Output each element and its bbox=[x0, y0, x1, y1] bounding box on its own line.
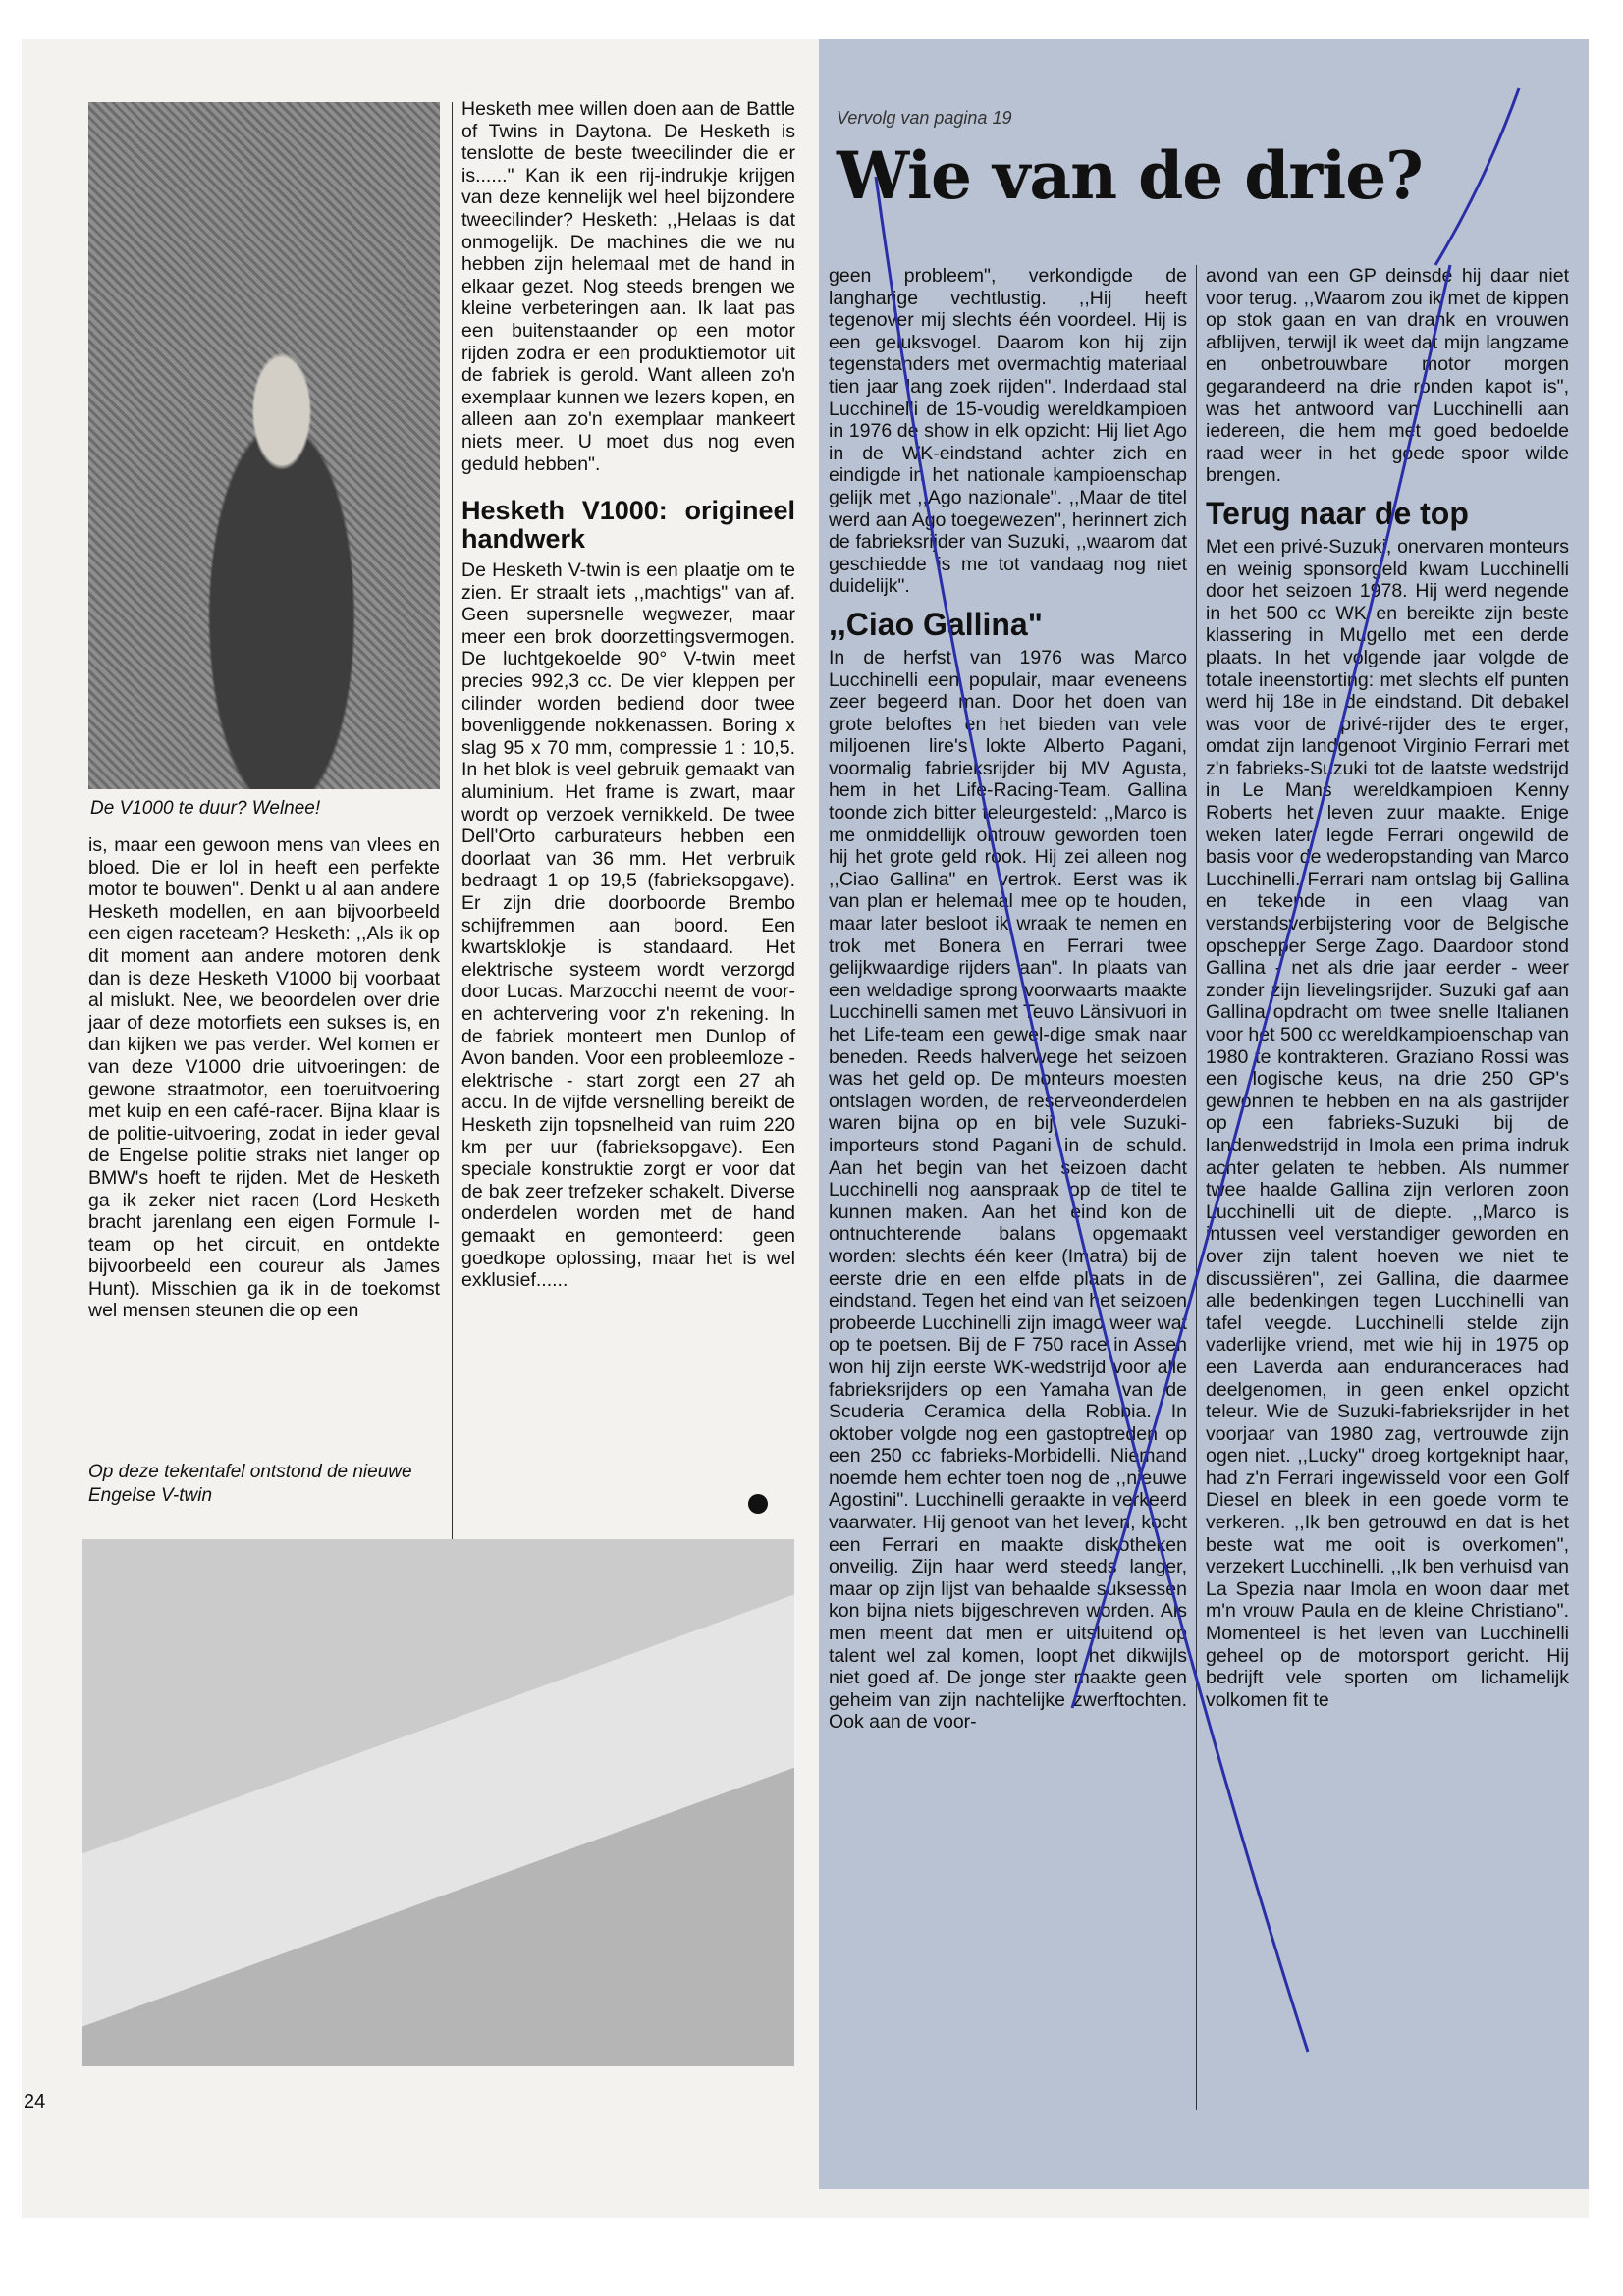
column-2-text-a: Hesketh mee willen doen aan de Battle of Twins in Daytona. De Hesketh is tenslotte de beste tweecilinder die er is......" Kan ik een rij-indrukje krijgen van deze kennelijk wel heel bijzondere tweecilinder? Hesketh: ,,Helaas is dat onmogelijk. De machines die we nu hebben zijn helemaal met de hand in elkaar gezet. Nog steeds brengen we kleine verbeteringen aan. Ik laat pas een buitenstaander op een motor rijden zodra er een produktiemotor uit de fabriek is gerold. Want alleen zo'n exemplaar kunnen we lezers kopen, en alleen aan zo'n exemplaar mankeert niets meer. U moet dus nog even geduld hebben". bbox=[461, 98, 795, 475]
column-3-text-a: geen probleem", verkondigde de langharige vechtlustig. ,,Hij heeft tegenover mij slechts één voordeel. Hij is een geluksvogel. Daarom kon hij zijn tegenstanders met overmachtig materiaal tien jaar lang zoek rijden". Inderdaad stal Lucchinelli de 15-voudig wereldkampioen in 1976 de show in elk opzicht: Hij liet Ago in de WK-eindstand achter zich en eindigde in het nationale kampioenschap gelijk met ,,Ago nazionale". ,,Maar de titel werd aan Ago toegewezen", herinnert zich de fabrieksrijder van Suzuki, ,,waarom dat geschiedde is me tot vandaag nog niet duidelijk". bbox=[829, 265, 1187, 598]
continuation-kicker: Vervolg van pagina 19 bbox=[837, 108, 1012, 128]
article-title: Wie van de drie? bbox=[837, 137, 1423, 214]
right-column-divider bbox=[1196, 265, 1197, 2110]
column-4-text-a: avond van een GP deinsde hij daar niet voor terug. ,,Waarom zou ik met de kippen op stok gaan en van drank en vrouwen afblijven, terwijl ik weet dat mijn langzame en onbetrouwbare motor morgen gegarandeerd na drie ronden kapot is", was het antwoord van Lucchinelli aan iedereen, die hem met goed bedoelde raad weer in het goede spoor wilde brengen. bbox=[1206, 265, 1569, 487]
section-heading-ciao-gallina: ,,Ciao Gallina" bbox=[829, 606, 1043, 642]
column-4-text-b: Met een privé-Suzuki, onervaren monteurs en weinig sponsorgeld kwam Lucchinelli door het seizoen 1978. Hij werd negende in het 500 cc WK en bereikte zijn beste klassering in Mugello met een derde plaats. In het volgende jaar volgde de totale ineenstorting: met slechts elf punten werd hij 18e in de eindstand. Dit debakel was voor de privé-rijder des te erger, omdat zijn landgenoot Virginio Ferrari met z'n fabrieks-Suzuki tot de laatste wedstrijd in Le Mans wereldkampioen Kenny Roberts het leven zuur maakte. Enige weken later legde Ferrari ongewild de basis voor de wederopstanding van Marco Lucchinelli. Ferrari nam ontslag bij Gallina en tekende in een vlaag van verstandsverbijstering voor de Belgische opschepper Serge Zago. Daardoor stond Gallina - net als drie jaar eerder - weer zonder zijn lievelingsrijder. Suzuki gaf aan Gallina opdracht om twee snelle Italianen voor het 500 cc wereldkampioenschap van 1980 te kontrakteren. Graziano Rossi was een logische keus, na drie 250 GP's gewonnen te hebben en na als gastrijder op een fabrieks-Suzuki bij de landenwedstrijd in Imola een prima indruk achter gelaten te hebben. Als nummer twee haalde Gallina zijn verloren zoon Lucchinelli uit de diepte. ,,Marco is intussen veel verstandiger geworden en over zijn talent hoeven we niet te discussiëren", zei Gallina, die daarmee alle bedenkingen tegen Lucchinelli van tafel veegde. Lucchinelli stelde zijn vaderlijke vriend, met wie hij in 1975 op een Laverda aan enduranceraces had deelgenomen, in geen enkel opzicht teleur. Wie de Suzuki-fabrieksrijder in het voorjaar van 1980 zag, vertrouwde zijn ogen niet. ,,Lucky" droeg kortgeknipt haar, had z'n Ferrari ingewisseld voor een Golf Diesel en bleek in een goede vorm te verkeren. ,,Ik ben getrouwd en dat is het beste wat me ooit is overkomen", verzekert Lucchinelli. ,,Ik ben verhuisd van La Spezia naar Imola en woon daar met m'n vrouw Paula en de kleine Christiano". Momenteel is het leven van Lucchinelli geheel op de motorsport gericht. Hij bedrijft vele sporten om lichamelijk volkomen fit te bbox=[1206, 535, 1569, 1711]
column-1 bbox=[88, 834, 440, 1322]
end-of-article-dot bbox=[748, 1494, 768, 1514]
column-3 bbox=[829, 265, 1187, 1734]
column-2-text-b: De Hesketh V-twin is een plaatje om te zien. Er straalt iets ,,machtigs" van af. Geen supersnelle wegwezer, maar meer een brok doorzettingsvermogen. De luchtgekoelde 90° V-twin meet precies 992,3 cc. De vier kleppen per cilinder worden bediend door twee bovenliggende nokkenassen. Boring x slag 95 x 70 mm, compressie 1 : 10,5. In het blok is veel gebruik gemaakt van aluminium. Het frame is zwart, maar wordt op verzoek vernikkeld. De twee Dell'Orto carburateurs hebben een doorlaat van 36 mm. Het verbruik bedraagt 1 op 19,5 (fabrieksopgave). Er zijn drie doorboorde Brembo schijfremmen aan boord. Een kwartsklokje is standaard. Het elektrische systeem wordt verzorgd door Lucas. Marzocchi neemt de voor- en achtervering voor z'n rekening. In de fabriek monteert men Dunlop of Avon banden. Voor een probleemloze - elektrische - start zorgt een 27 ah accu. In de vijfde versnelling bereikt de Hesketh zijn topsnelheid van ruim 220 km per uur (fabrieksopgave). Een speciale konstruktie zorgt er voor dat de bak zeer trefzeker schakelt. Diverse onderdelen worden met de hand gemaakt en gemonteerd: geen goedkope oplossing, maar het is wel exklusief...... bbox=[461, 560, 795, 1292]
magazine-page bbox=[22, 39, 1589, 2218]
drawing-table-photo bbox=[82, 1539, 794, 2066]
section-heading-hesketh: Hesketh V1000: origineel handwerk bbox=[461, 496, 795, 555]
portrait-caption: De V1000 te duur? Welnee! bbox=[90, 798, 321, 819]
section-heading-terug: Terug naar de top bbox=[1206, 495, 1469, 531]
column-4 bbox=[1206, 265, 1569, 1711]
column-1-text: is, maar een gewoon mens van vlees en bloed. Die er lol in heeft een perfekte motor te bouwen". Denkt u al aan andere Hesketh modellen, en aan bijvoorbeeld een eigen raceteam? Hesketh: ,,Als ik op dit moment aan andere motoren denk dan is deze Hesketh V1000 bij voorbaat al mislukt. Nee, we beoordelen over drie jaar of deze motorfiets een sukses is, en dan kijken we pas verder. Wel komen er van deze V1000 drie uitvoeringen: de gewone straatmotor, een toeruitvoering met kuip en een café-racer. Bijna klaar is de politie-uitvoering, zodat in ieder geval de Engelse politie straks niet langer op BMW's hoeft te rijden. Met de Hesketh ga ik zeker niet racen (Lord Hesketh bracht jarenlang een eigen Formule I-team op het circuit, en ontdekte bijvoorbeeld een coureur als James Hunt). Misschien ga ik in de toekomst wel mensen steunen die op een bbox=[88, 834, 440, 1322]
column-3-text-b: In de herfst van 1976 was Marco Lucchinelli een populair, maar eveneens zeer begeerd man. Door het doen van grote beloftes en het bieden van vele miljoenen lire's lokte Alberto Pagani, voormalig fabrieksrijder bij MV Agusta, hem in het Life-Racing-Team. Gallina toonde zich bitter teleurgesteld: ,,Marco is me onmiddellijk ontrouw geworden toen hij het grote geld rook. Hij zei alleen nog ,,Ciao Gallina" en vertrok. Eerst was ik van plan er helemaal mee op te houden, maar later besloot ik wraak te nemen en trok met Bonera en Ferrari twee gelijkwaardige rijders aan". In plaats van een weldadige sprong voorwaarts maakte Lucchinelli samen met Teuvo Länsivuori in het Life-team een gewel-dige smak naar beneden. Reeds halverwege het seizoen was het geld op. De monteurs moesten ontslagen worden, de reserveonderdelen waren bijna op en bij vele Suzuki-importeurs stond Pagani in de schuld. Aan het begin van het seizoen dacht Lucchinelli nog aanspraak op de titel te kunnen maken. Aan het eind kon de ontnuchterende balans opgemaakt worden: slechts één keer (Imatra) bij de eerste drie en een elfde plaats in de eindstand. Tegen het eind van het seizoen probeerde Lucchinelli zijn imago weer wat op te poetsen. Bij de F 750 race in Assen won hij zijn eerste WK-wedstrijd voor alle fabrieksrijders op een Yamaha van de Scuderia Ceramica della Robbia. In oktober volgde nog een gastoptreden op een 250 cc fabrieks-Morbidelli. Niemand noemde hem echter toen nog de ,,nieuwe Agostini". Lucchinelli geraakte in verkeerd vaarwater. Hij genoot van het leven, kocht een Ferrari en maakte diskotheken onveilig. Zijn haar werd steeds langer, maar op zijn lijst van behaalde suksessen kon bijna niets bijgeschreven worden. Als men meent dat men er uitsluitend op talent wel zal komen, loopt het dikwijls niet goed af. De jonge ster maakte geen geheim van zijn nachtelijke zwerftochten. Ook aan de voor- bbox=[829, 646, 1188, 1734]
column-2 bbox=[461, 98, 795, 1292]
drawing-table-caption: Op deze tekentafel ontstond de nieuwe Engelse V-twin bbox=[88, 1462, 412, 1506]
portrait-photo bbox=[88, 102, 440, 789]
page-number: 24 bbox=[24, 2091, 46, 2112]
column-divider bbox=[452, 102, 453, 1545]
